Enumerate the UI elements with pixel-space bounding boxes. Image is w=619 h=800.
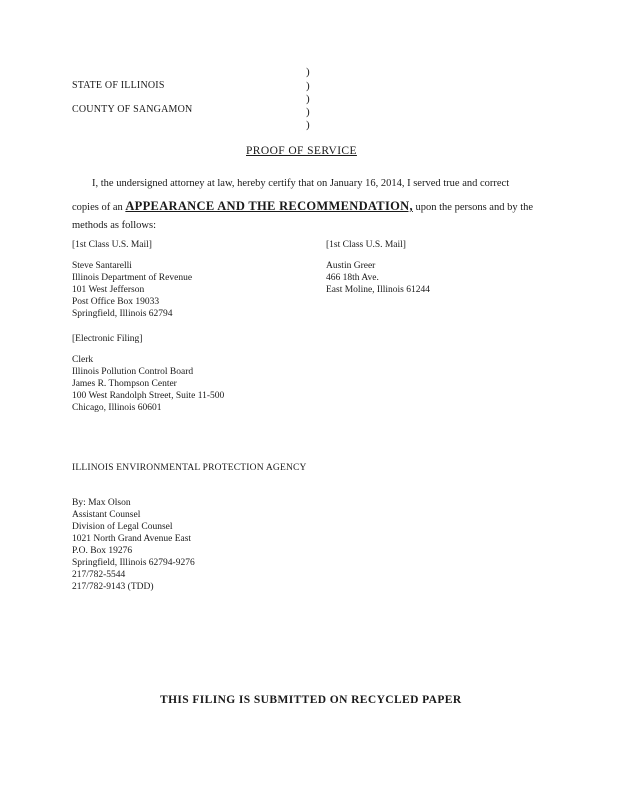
electronic-address (72, 354, 224, 414)
signature-line: 217/782-9143 (TDD) (72, 582, 154, 592)
address-line: Illinois Pollution Control Board (72, 367, 194, 377)
address-line: Steve Santarelli (72, 261, 132, 271)
signature-line: Assistant Counsel (72, 510, 141, 520)
caption-bracket: ) (306, 106, 310, 118)
signature-line: P.O. Box 19276 (72, 546, 133, 556)
signature-line: Division of Legal Counsel (72, 522, 173, 532)
caption-county: COUNTY OF SANGAMON (72, 104, 193, 115)
address-line: East Moline, Illinois 61244 (326, 285, 430, 295)
caption-bracket: ) (306, 119, 310, 131)
service-right-method: [1st Class U.S. Mail] (326, 240, 406, 250)
address-line: Austin Greer (326, 261, 376, 271)
body-line-2-post: upon the persons and by the (415, 202, 534, 213)
body-line-3: methods as follows: (72, 220, 156, 231)
address-line: 101 West Jefferson (72, 285, 145, 295)
document-names: APPEARANCE AND THE RECOMMENDATION, (125, 199, 413, 213)
signature-line: By: Max Olson (72, 498, 131, 508)
caption-bracket: ) (306, 66, 310, 78)
caption-bracket: ) (306, 93, 310, 105)
address-line: 100 West Randolph Street, Suite 11-500 (72, 391, 225, 401)
address-line: Clerk (72, 355, 94, 365)
address-line: Chicago, Illinois 60601 (72, 403, 162, 413)
electronic-method: [Electronic Filing] (72, 334, 143, 344)
recycled-paper-footer: THIS FILING IS SUBMITTED ON RECYCLED PAPER (160, 694, 462, 706)
service-left-address (72, 260, 192, 320)
signature-line: 217/782-5544 (72, 570, 126, 580)
document-title: PROOF OF SERVICE (246, 145, 357, 157)
agency-signature-block (72, 497, 195, 593)
service-left-method: [1st Class U.S. Mail] (72, 240, 152, 250)
service-right-address (326, 260, 430, 296)
address-line: 466 18th Ave. (326, 273, 379, 283)
signature-line: 1021 North Grand Avenue East (72, 534, 192, 544)
address-line: Illinois Department of Revenue (72, 273, 193, 283)
address-line: Springfield, Illinois 62794 (72, 309, 173, 319)
address-line: James R. Thompson Center (72, 379, 177, 389)
signature-line: Springfield, Illinois 62794-9276 (72, 558, 195, 568)
caption-state: STATE OF ILLINOIS (72, 80, 165, 91)
address-line: Post Office Box 19033 (72, 297, 160, 307)
agency-name: ILLINOIS ENVIRONMENTAL PROTECTION AGENCY (72, 463, 307, 473)
caption-bracket: ) (306, 80, 310, 92)
body-line-1: I, the undersigned attorney at law, hereby certify that on January 16, 2014, I served true and correct (92, 178, 510, 189)
body-line-2 (72, 199, 533, 214)
body-line-2-pre: copies of an (72, 202, 123, 213)
